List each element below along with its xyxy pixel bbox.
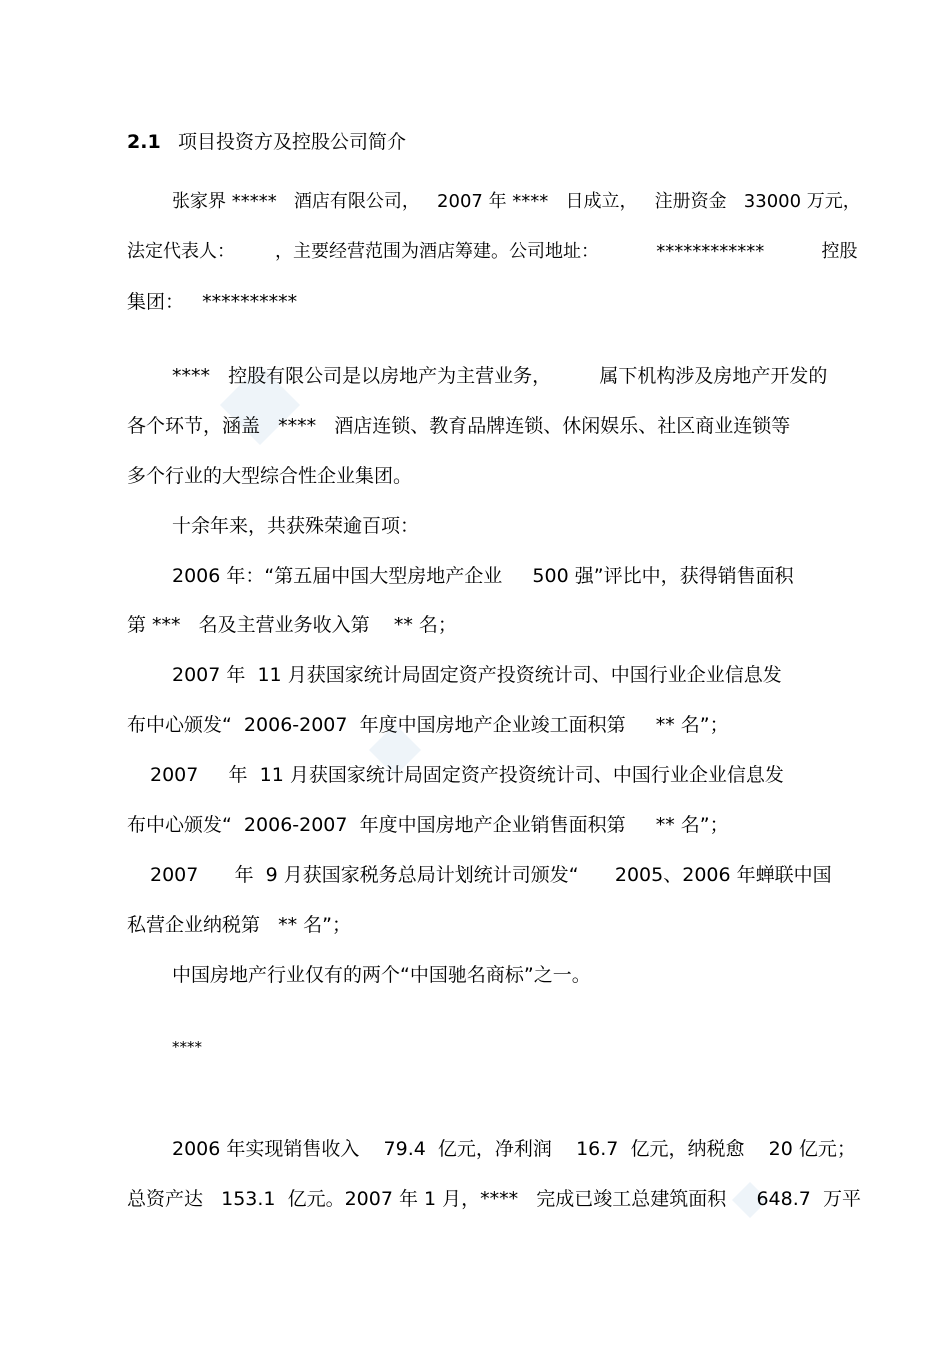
honor-line: 中国房地产行业仅有的两个“中国驰名商标”之一。 (172, 964, 591, 986)
honor-line: 私营企业纳税第 ** 名”； (127, 914, 352, 936)
paragraph-line: 总资产达 153.1 亿元。2007 年 1 月，**** 完成已竣工总建筑面积 648.7 万平 (127, 1188, 861, 1210)
section-number: 2.1 (127, 131, 161, 153)
paragraph-line: 2006 年实现销售收入 79.4 亿元，净利润 16.7 亿元，纳税愈 20 亿元； (172, 1138, 856, 1160)
honor-line: 2007 年 9 月获国家税务总局计划统计司颁发“ 2005、2006 年蝉联中国 (150, 864, 832, 886)
paragraph-line: 张家界 ***** 酒店有限公司， 2007 年 **** 日成立， 注册资金 33000 万元， (172, 191, 861, 212)
placeholder-stars: **** (172, 1038, 202, 1056)
honor-line: 2006 年：“第五届中国大型房地产企业 500 强”评比中，获得销售面积 (172, 565, 794, 587)
honor-line: 第 *** 名及主营业务收入第 ** 名； (127, 614, 457, 636)
honors-intro: 十余年来，共获殊荣逾百项： (172, 515, 420, 537)
honor-line: 2007 年 11 月获国家统计局固定资产投资统计司、中国行业企业信息发 (172, 664, 782, 686)
section-title: 项目投资方及控股公司简介 (178, 131, 407, 153)
paragraph-line: 法定代表人： ，主要经营范围为酒店筹建。公司地址： ************ 控股 (127, 241, 858, 262)
honor-line: 2007 年 11 月获国家统计局固定资产投资统计司、中国行业企业信息发 (150, 764, 784, 786)
honor-line: 布中心颁发“ 2006-2007 年度中国房地产企业竣工面积第 ** 名”； (127, 714, 729, 736)
honor-line: 布中心颁发“ 2006-2007 年度中国房地产企业销售面积第 ** 名”； (127, 814, 729, 836)
paragraph-line: 集团： ********** (127, 291, 298, 313)
paragraph-line: 各个环节，涵盖 **** 酒店连锁、教育品牌连锁、休闲娱乐、社区商业连锁等 (127, 415, 791, 437)
paragraph-line: **** 控股有限公司是以房地产为主营业务， 属下机构涉及房地产开发的 (172, 365, 828, 387)
paragraph-line: 多个行业的大型综合性企业集团。 (127, 465, 413, 487)
